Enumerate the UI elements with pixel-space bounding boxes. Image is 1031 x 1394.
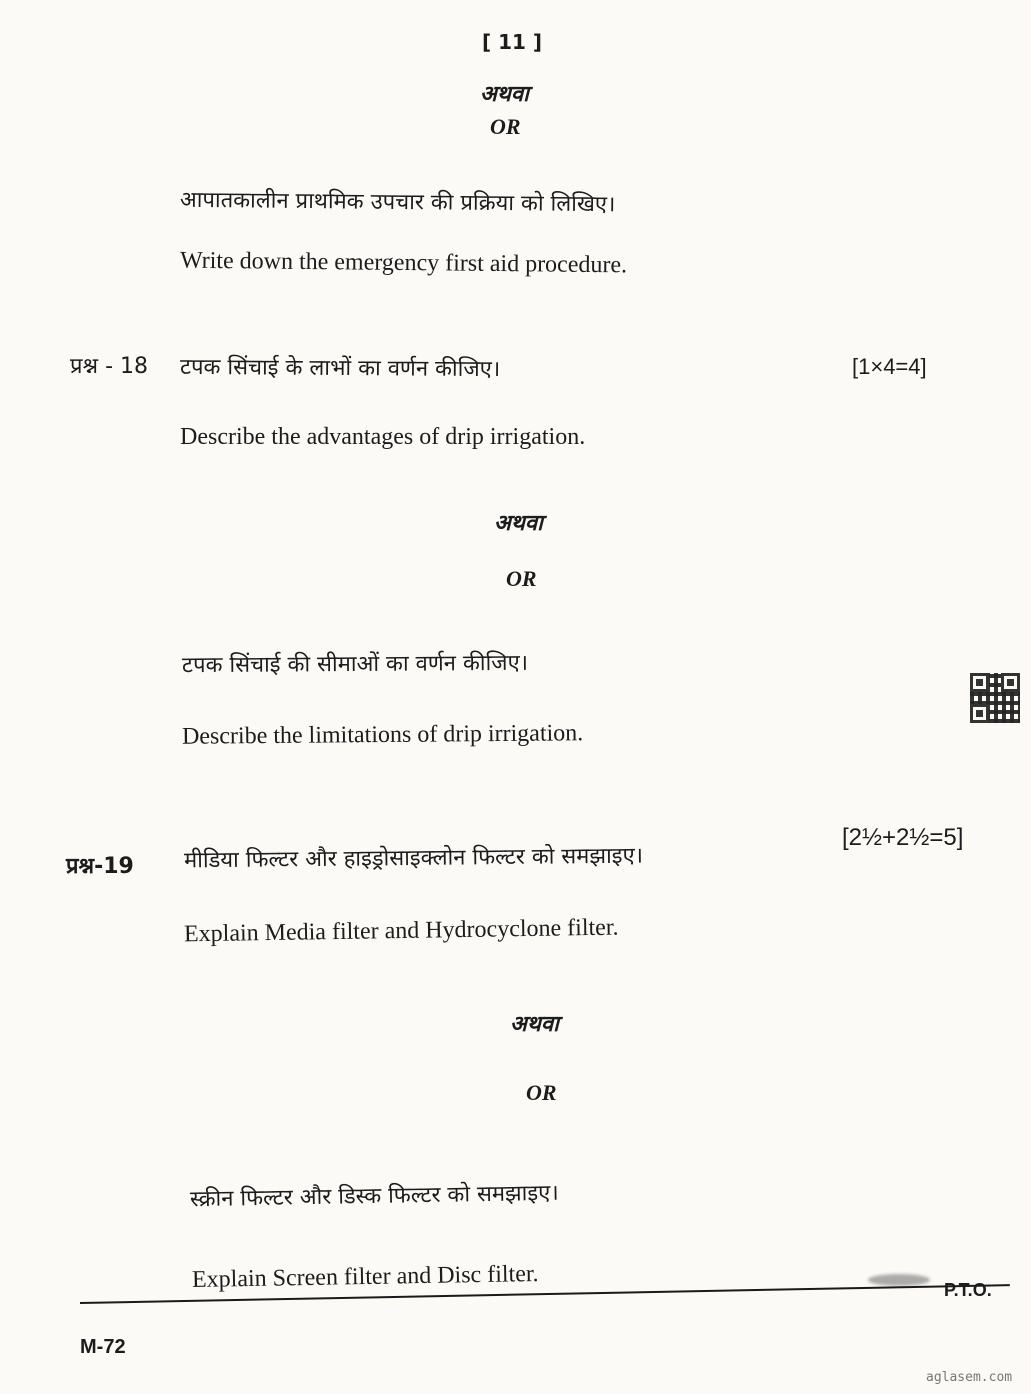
pto-label: P.T.O. [944, 1280, 992, 1300]
or-hindi: अथवा [480, 82, 529, 107]
q18-marks: [1×4=4] [852, 354, 927, 379]
q19-alt-hindi: स्क्रीन फिल्टर और डिस्क फिल्टर को समझाइए। [189, 1180, 559, 1213]
q19-marks: [2½+2½=5] [842, 824, 964, 851]
q18-hindi: टपक सिंचाई के लाभों का वर्णन कीजिए। [179, 354, 501, 383]
qr-code [970, 673, 1020, 723]
watermark: aglasem.com [926, 1370, 1013, 1385]
q18-or-english: OR [506, 566, 537, 591]
q17-alt-hindi: आपातकालीन प्राथमिक उपचार की प्रक्रिया को लिखिए। [179, 187, 616, 218]
page-number: [ 11 ] [482, 30, 543, 54]
q18-label: प्रश्न - 18 [70, 354, 148, 379]
q18-english: Describe the advantages of drip irrigation. [180, 424, 586, 450]
q18-alt-english: Describe the limitations of drip irrigation. [181, 720, 584, 750]
q19-alt-english: Explain Screen filter and Disc filter. [191, 1260, 539, 1294]
or-english: OR [490, 114, 521, 139]
ink-smudge [868, 1274, 930, 1286]
q19-or-english: OR [526, 1080, 557, 1105]
q17-alt-english: Write down the emergency first aid procedure. [179, 247, 628, 279]
q18-or-hindi: अथवा [494, 511, 543, 536]
q19-hindi: मीडिया फिल्टर और हाइड्रोसाइक्लोन फिल्टर को समझाइए। [183, 843, 644, 874]
q19-label: प्रश्न-19 [66, 854, 134, 879]
q19-english: Explain Media filter and Hydrocyclone filter. [183, 914, 619, 948]
q18-alt-hindi: टपक सिंचाई की सीमाओं का वर्णन कीजिए। [181, 650, 529, 679]
q19-or-hindi: अथवा [510, 1012, 559, 1037]
paper-code: M-72 [80, 1336, 126, 1358]
